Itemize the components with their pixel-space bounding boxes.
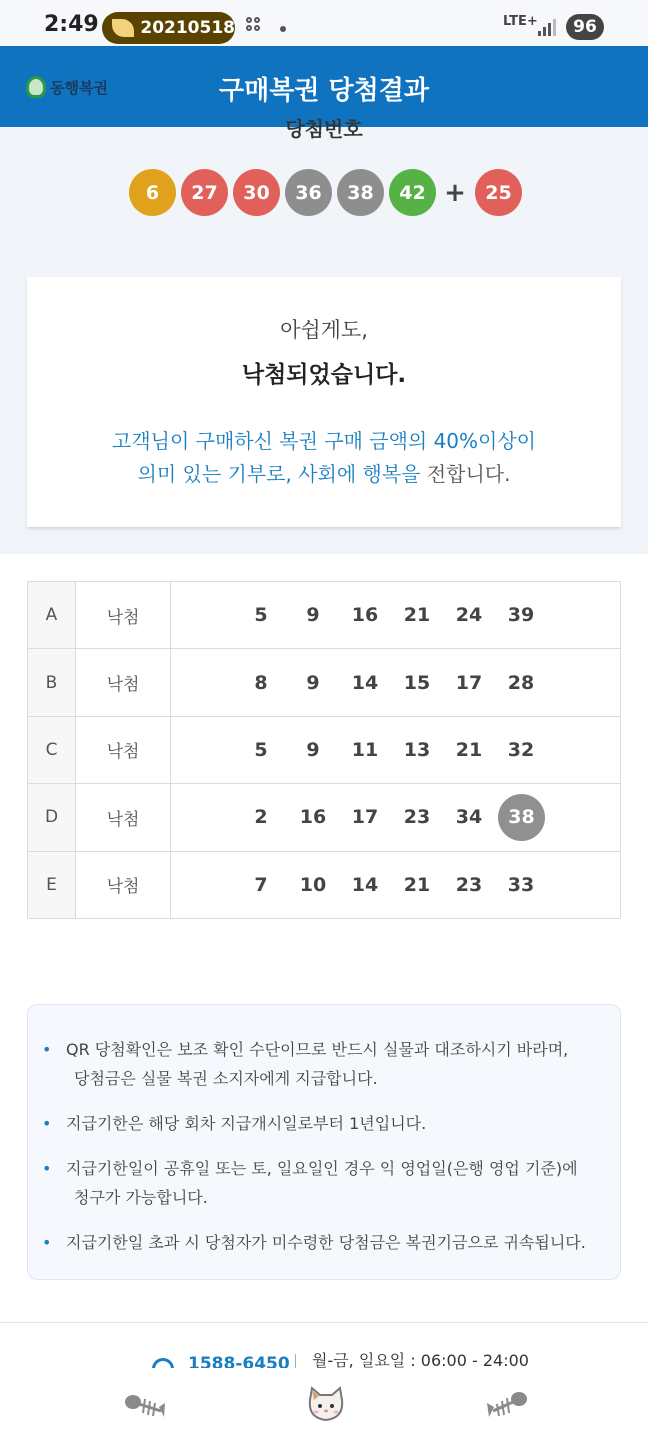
ticket-number: 13 — [403, 738, 431, 761]
table-row — [28, 582, 621, 649]
phone-icon — [152, 1358, 174, 1368]
ticket-number: 39 — [507, 604, 535, 627]
status-pill-text: 20210518 — [140, 18, 235, 38]
ticket-number: 9 — [306, 738, 320, 761]
footer-contact — [0, 1346, 648, 1368]
ticket-number: 2 — [254, 806, 268, 829]
notice-item — [42, 1228, 610, 1257]
game-label: E — [28, 851, 76, 918]
footer-phone[interactable]: 1588-6450 — [188, 1354, 290, 1368]
notice-list — [42, 1035, 610, 1273]
winning-balls — [129, 169, 527, 216]
ticket-number: 5 — [254, 604, 268, 627]
winning-ball: 36 — [285, 169, 332, 216]
ticket-number: 21 — [403, 873, 431, 896]
ticket-number: 11 — [351, 738, 379, 761]
notice-text: 지급기한일이 공휴일 또는 토, 일요일인 경우 익 영업일(은행 영업 기준)에 — [66, 1159, 578, 1178]
game-status: 낙첨 — [76, 582, 171, 649]
ticket-number: 21 — [403, 604, 431, 627]
ticket-number: 28 — [507, 671, 535, 694]
bonus-ball: 25 — [475, 169, 522, 216]
winning-ball: 38 — [337, 169, 384, 216]
ticket-number: 24 — [455, 604, 483, 627]
fishbone-icon — [487, 1389, 529, 1419]
notice-item — [42, 1154, 610, 1212]
notice-box — [27, 1004, 621, 1280]
status-notification-pill — [102, 12, 235, 44]
footer-hours: 월-금, 일요일 : 06:00 - 24:00 — [312, 1351, 529, 1368]
ticket-number: 17 — [455, 671, 483, 694]
leaf-icon — [112, 19, 134, 37]
signal-icon — [538, 18, 558, 36]
nav-center-button[interactable] — [304, 1384, 348, 1424]
battery-level: 96 — [566, 14, 604, 40]
winning-ball: 30 — [233, 169, 280, 216]
game-numbers — [171, 582, 621, 649]
ticket-number: 23 — [455, 873, 483, 896]
ticket-number: 17 — [351, 806, 379, 829]
notice-text: QR 당첨확인은 보조 확인 수단이므로 반드시 실물과 대조하시기 바라며, — [66, 1040, 569, 1059]
notice-text: 지급기한일 초과 시 당첨자가 미수령한 당첨금은 복권기금으로 귀속됩니다. — [66, 1233, 586, 1252]
ticket-number: 21 — [455, 738, 483, 761]
donation-message-highlight: 의미 있는 기부로, 사회에 행복을 — [137, 462, 421, 486]
ticket-number: 16 — [299, 806, 327, 829]
fishbone-icon — [123, 1389, 165, 1419]
ticket-number: 23 — [403, 806, 431, 829]
notice-text: 청구가 가능합니다. — [74, 1188, 208, 1207]
table-row — [28, 851, 621, 918]
ticket-number: 15 — [403, 671, 431, 694]
donation-message-end: 전합니다. — [420, 462, 511, 486]
game-numbers — [171, 784, 621, 851]
winning-section — [0, 117, 648, 554]
notification-dot-icon — [280, 26, 286, 32]
logo-text: 동행복권 — [50, 78, 108, 97]
ticket-number: 9 — [306, 604, 320, 627]
game-status: 낙첨 — [76, 649, 171, 716]
game-label: C — [28, 716, 76, 783]
ticket-number: 33 — [507, 873, 535, 896]
donation-message-line1: 고객님이 구매하신 복권 구매 금액의 40%이상이 — [112, 429, 536, 453]
winning-ball: 42 — [389, 169, 436, 216]
game-status: 낙첨 — [76, 784, 171, 851]
app-grid-icon — [246, 17, 262, 39]
winning-numbers-label: 당첨번호 — [285, 117, 363, 141]
result-lose-text: 낙첨되었습니다. — [241, 362, 407, 388]
ticket-number: 14 — [351, 671, 379, 694]
plus-sign: + — [444, 177, 466, 208]
status-time: 2:49 — [44, 12, 99, 37]
bottom-nav — [0, 1370, 648, 1440]
ticket-number: 5 — [254, 738, 268, 761]
ticket-number: 32 — [507, 738, 535, 761]
cat-icon — [306, 1386, 346, 1422]
nav-right-button[interactable] — [486, 1384, 530, 1424]
game-numbers — [171, 649, 621, 716]
notice-item — [42, 1035, 610, 1093]
ticket-number: 7 — [254, 873, 268, 896]
game-numbers — [171, 716, 621, 783]
nav-left-button[interactable] — [122, 1384, 166, 1424]
result-sorry-text: 아쉽게도, — [280, 318, 368, 342]
ticket-number-matched: 38 — [498, 794, 545, 841]
ticket-number: 16 — [351, 604, 379, 627]
ticket-number: 14 — [351, 873, 379, 896]
game-numbers — [171, 851, 621, 918]
network-type: LTE+ — [503, 14, 538, 29]
ticket-number: 8 — [254, 671, 268, 694]
table-row — [28, 784, 621, 851]
ticket-number: 10 — [299, 873, 327, 896]
table-row — [28, 716, 621, 783]
ticket-number: 9 — [306, 671, 320, 694]
game-label: B — [28, 649, 76, 716]
ticket-number: 34 — [455, 806, 483, 829]
notice-text: 지급기한은 해당 회차 지급개시일로부터 1년입니다. — [66, 1114, 427, 1133]
game-label: A — [28, 582, 76, 649]
game-label: D — [28, 784, 76, 851]
result-card — [27, 277, 621, 527]
footer-divider — [0, 1322, 648, 1323]
page-title: 구매복권 당첨결과 — [219, 76, 429, 106]
notice-text: 당첨금은 실물 복권 소지자에게 지급합니다. — [74, 1069, 378, 1088]
ticket-table — [27, 581, 621, 919]
game-status: 낙첨 — [76, 851, 171, 918]
winning-ball: 6 — [129, 169, 176, 216]
footer-separator — [295, 1354, 296, 1368]
game-status: 낙첨 — [76, 716, 171, 783]
notice-item — [42, 1109, 610, 1138]
donation-message-line2 — [27, 458, 621, 487]
status-bar — [0, 0, 648, 46]
winning-ball: 27 — [181, 169, 228, 216]
table-row — [28, 649, 621, 716]
